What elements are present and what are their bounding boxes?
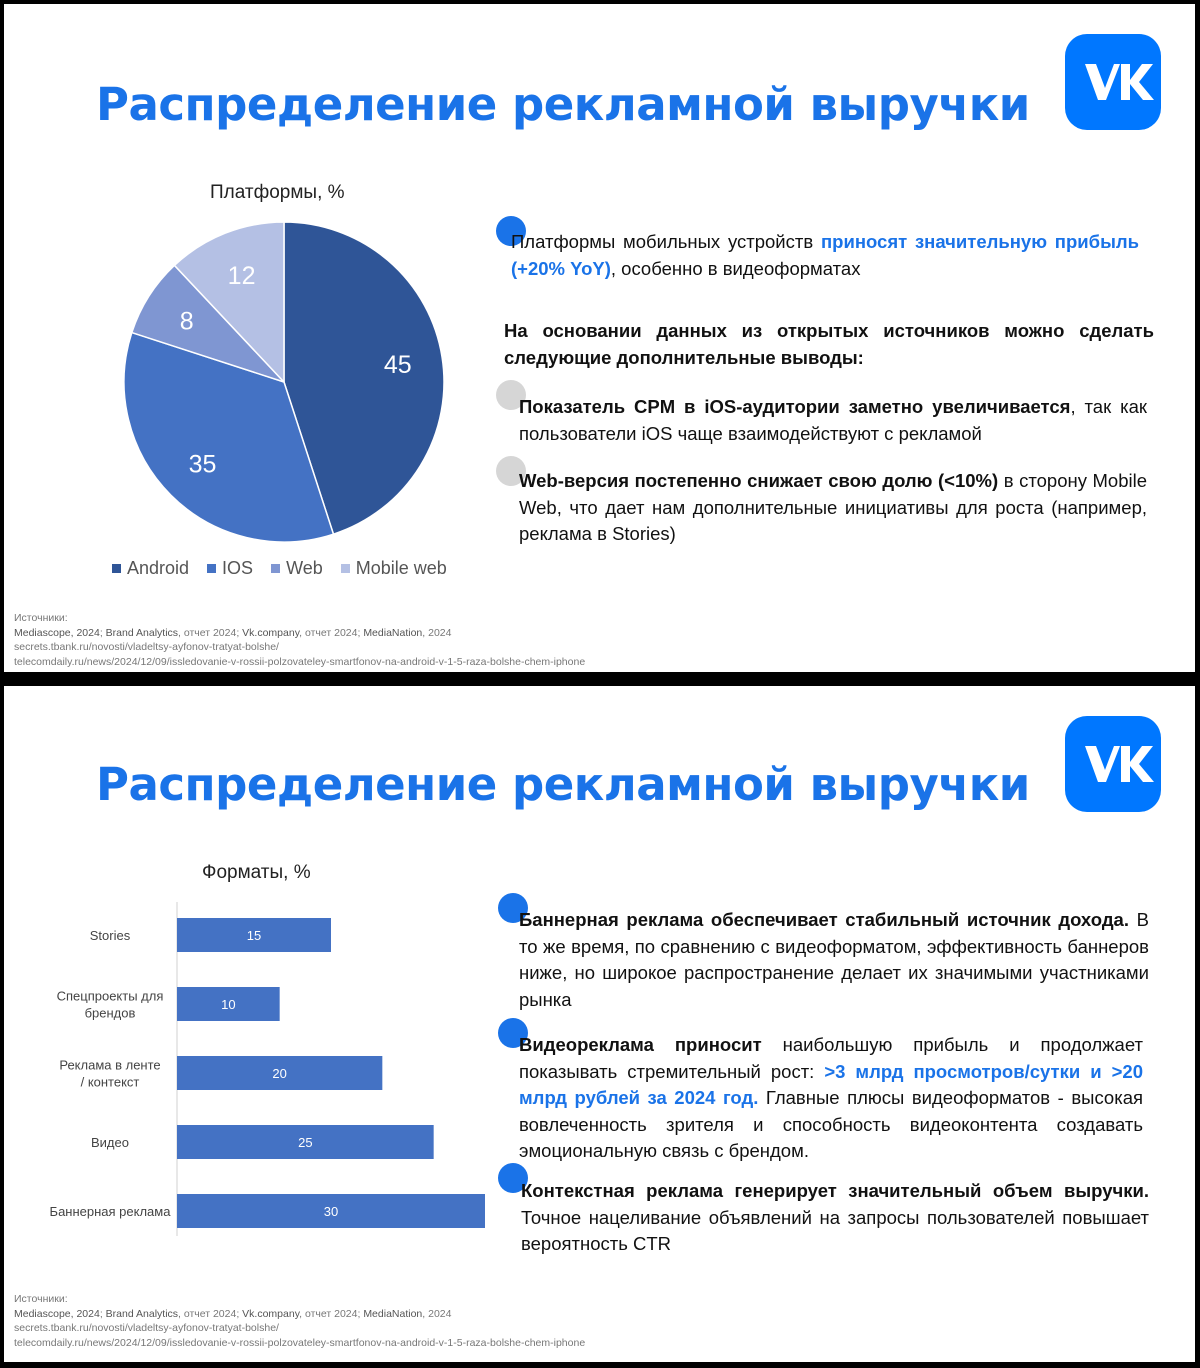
bar-value-label: 15 [246,928,262,943]
b2-bold: Видеореклама приносит [519,1034,762,1055]
bar-category-label: Спецпроекты для брендов [56,988,164,1021]
b3-bold: Контекстная реклама генерирует значительный объем выручки. [521,1180,1149,1201]
bar-category-label: Баннерная реклама [49,1204,171,1219]
slide-formats [4,686,1195,1362]
pie-data-label: 45 [383,350,412,379]
pie-data-label: 8 [179,307,194,336]
video-ads-paragraph [519,1032,1143,1165]
p1-text-b: , особенно в видеоформатах [610,257,861,279]
sources-line-2: secrets.tbank.ru/novosti/vladeltsy-ayfonov-tratyat-bolshe/ [14,1322,279,1335]
legend-item-android [112,558,189,579]
source-name: Brand Analytics [105,626,179,639]
cpm-ios-paragraph [519,394,1147,447]
bar-value-label: 20 [272,1066,287,1081]
source-name: Vk.company [242,1307,300,1320]
bar-value-label: 10 [221,997,236,1012]
legend-label: Mobile web [355,558,447,578]
sources-label: Источники: [14,1293,68,1305]
slide-platforms [4,4,1195,672]
p3-bold: Показатель CPM в iOS-аудитории заметно увеличивается [519,396,1071,417]
b1-bold: Баннерная реклама обеспечивает стабильный источник дохода. [519,909,1129,930]
sources-line-1 [14,1307,585,1322]
slide-title: Распределение рекламной выручки [96,78,1030,131]
b2-highlight: >3 млрд просмотров/сутки и >20 млрд рублей за 2024 год. [519,1060,1143,1109]
legend-label: Android [127,558,190,578]
source-sep: , отчет 2024; [299,1307,364,1320]
sources-block [14,1292,585,1350]
source-sep: ; [99,626,106,639]
sources-line-2: secrets.tbank.ru/novosti/vladeltsy-ayfonov-tratyat-bolshe/ [14,641,279,654]
source-name: Brand Analytics [105,1307,179,1320]
legend-swatch [207,564,216,573]
source-name: MediaNation [363,1307,423,1320]
legend-swatch [271,564,280,573]
pie-data-label: 12 [227,261,256,290]
sources-line-3: telecomdaily.ru/news/2024/12/09/issledovanie-v-rossii-polzovateley-smartfonov-na-android-v-1-5-raza-bolshe-chem-iphone [14,1336,586,1349]
source-name: Vk.company [242,626,300,639]
legend-item-ios [207,558,253,579]
vk-logo-icon [1065,34,1161,130]
sources-label: Источники: [14,612,68,624]
legend-item-web [271,558,323,579]
context-ads-paragraph [521,1178,1149,1258]
vk-logo-icon [1065,716,1161,812]
platforms-pie-chart [104,204,464,564]
p1-text-a: Платформы мобильных устройств [511,231,814,252]
bar-value-label: 25 [298,1135,313,1150]
sources-block [14,611,585,669]
conclusions-intro: На основании данных из открытых источников можно сделать следующие дополнительные выводы: [504,320,1154,368]
source-sep: , 2024 [422,626,452,639]
legend-label: IOS [222,558,254,578]
bar-category-label: Stories [89,928,131,943]
banner-ads-paragraph [519,907,1149,1013]
p3-rest: , так как пользователи iOS чаще взаимодействуют с рекламой [519,396,1147,444]
pie-data-label: 35 [188,450,217,479]
slide-title: Распределение рекламной выручки [96,758,1030,811]
source-sep: , отчет 2024; [299,626,364,639]
pie-legend [112,558,447,579]
pie-chart-title: Платформы, % [210,182,345,203]
mobile-platforms-paragraph [511,229,1139,282]
legend-swatch [341,564,350,573]
b1-rest: В то же время, по сравнению с видеоформатом, эффективность баннеров ниже, но широкое распространение делает их значимыми участниками рынка [519,909,1149,1010]
sources-line-1 [14,626,585,641]
b3-rest: Точное нацеливание объявлений на запросы пользователей повышает вероятность CTR [521,1206,1149,1255]
legend-item-mobile-web [341,558,447,579]
p4-bold: Web-версия постепенно снижает свою долю (<10%) [519,470,999,491]
source-sep: , отчет 2024; [178,626,243,639]
sources-line-3: telecomdaily.ru/news/2024/12/09/issledovanie-v-rossii-polzovateley-smartfonov-na-android-v-1-5-raza-bolshe-chem-iphone [14,655,586,668]
b2-text-a: наибольшую прибыль и продолжает показывать стремительный рост: [519,1034,1143,1082]
bar-chart-title: Форматы, % [202,862,311,883]
bar-value-label: 30 [323,1204,339,1219]
bar-category-label: Реклама в ленте / контекст [59,1057,161,1090]
p4-rest: в сторону Mobile Web, что дает нам дополнительные инициативы для роста (например, реклама в Stories) [519,470,1148,545]
source-name: MediaNation [363,626,423,639]
p1-highlight: приносят значительную прибыль (+20% YoY) [511,231,1139,279]
source-sep: , 2024 [422,1307,452,1320]
b2-text-b: Главные плюсы видеоформатов - высокая вовлеченность зрителя и способность видеоконтента создавать эмоциональную связь с брендом. [519,1087,1143,1162]
source-name: Mediascope, 2024 [14,626,100,639]
source-sep: ; [99,1307,106,1320]
source-name: Mediascope, 2024 [14,1307,100,1320]
bar-category-label: Видео [91,1135,129,1150]
legend-label: Web [286,558,323,578]
legend-swatch [112,564,121,573]
formats-bar-chart [4,896,499,1256]
source-sep: , отчет 2024; [178,1307,243,1320]
web-version-paragraph [519,468,1147,548]
